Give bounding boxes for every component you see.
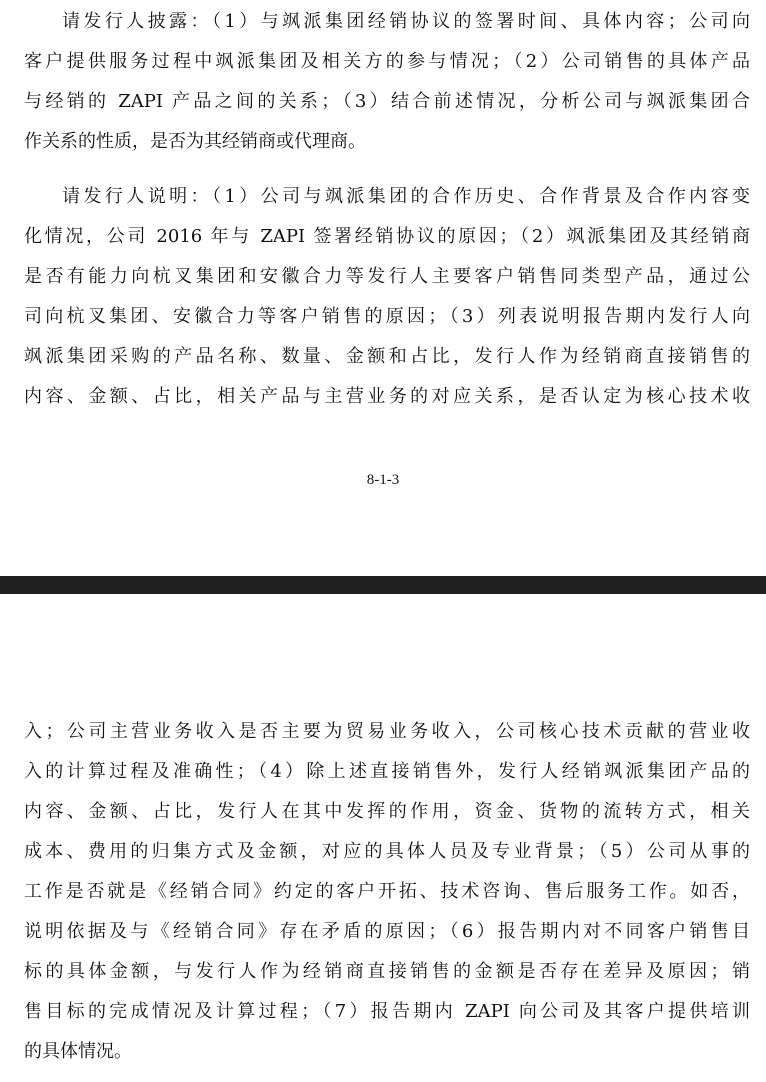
text-line: 客户提供服务过程中飒派集团及相关方的参与情况；（2）公司销售的具体产品 [24, 51, 750, 72]
text-line: 化情况，公司 2016 年与 ZAPI 签署经销协议的原因；（2）飒派集团及其经销商 [24, 226, 750, 247]
text-line: 是否有能力向杭叉集团和安徽合力等发行人主要客户销售同类型产品，通过公 [24, 266, 750, 287]
page-divider [0, 576, 766, 594]
text-line: 作关系的性质，是否为其经销商或代理商。 [24, 131, 366, 152]
text-line: 工作是否就是《经销合同》约定的客户开拓、技术咨询、售后服务工作。如否， [24, 881, 750, 902]
text-line: 入的计算过程及准确性；（4）除上述直接销售外，发行人经销飒派集团产品的 [24, 761, 750, 782]
text-line: 与经销的 ZAPI 产品之间的关系；（3）结合前述情况，分析公司与飒派集团合 [24, 91, 750, 112]
text-line: 请发行人说明：（1）公司与飒派集团的合作历史、合作背景及合作内容变 [62, 186, 750, 207]
text-line: 司向杭叉集团、安徽合力等客户销售的原因；（3）列表说明报告期内发行人向 [24, 306, 750, 327]
text-line: 成本、费用的归集方式及金额，对应的具体人员及专业背景；（5）公司从事的 [24, 841, 750, 862]
text-line: 说明依据及与《经销合同》存在矛盾的原因；（6）报告期内对不同客户销售目 [24, 921, 750, 942]
document-page-bottom [0, 594, 766, 1082]
text-line: 的具体情况。 [24, 1041, 132, 1062]
paragraph-explanation-request [24, 177, 750, 417]
text-line: 飒派集团采购的产品名称、数量、金额和占比，发行人作为经销商直接销售的 [24, 346, 750, 367]
text-line: 售目标的完成情况及计算过程；（7）报告期内 ZAPI 向公司及其客户提供培训 [24, 1001, 750, 1022]
paragraph-disclosure-request [24, 2, 750, 162]
text-line: 内容、金额、占比，发行人在其中发挥的作用，资金、货物的流转方式，相关 [24, 801, 750, 822]
page-number: 8-1-3 [366, 472, 400, 488]
text-line: 标的具体金额，与发行人作为经销商直接销售的金额是否存在差异及原因；销 [24, 961, 750, 982]
text-line: 内容、金额、占比，相关产品与主营业务的对应关系，是否认定为核心技术收 [24, 386, 750, 407]
text-line: 入；公司主营业务收入是否主要为贸易业务收入，公司核心技术贡献的营业收 [24, 721, 750, 742]
text-line: 请发行人披露：（1）与飒派集团经销协议的签署时间、具体内容；公司向 [62, 11, 750, 32]
paragraph-explanation-continued [24, 712, 750, 1072]
